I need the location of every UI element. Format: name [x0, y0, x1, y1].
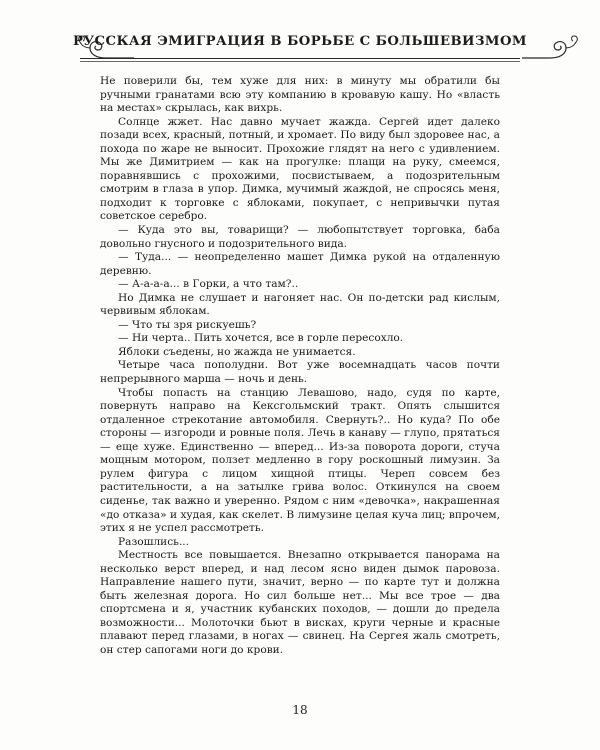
paragraph: Но Димка не слушает и нагоняет нас. Он по-детски рад кислым, червивым яблокам. — [100, 291, 500, 318]
ornament-right-icon — [520, 30, 580, 66]
header-rule-thin — [80, 61, 520, 62]
paragraph: — А-а-а-а... в Горки, а что там?.. — [118, 278, 299, 291]
paragraph: Яблоки съедены, но жажда не унимается. — [118, 345, 356, 358]
paragraph: — Куда это вы, товарищи? — любопытствует торговка, баба довольно гнусного и подозрительного вида. — [100, 224, 500, 250]
paragraph: — Ни черта.. Пить хочется, все в горле пересохло. — [118, 332, 404, 345]
paragraph: Не поверили бы, тем хуже для них: в минуту мы обратили бы ручными гранатами всю эту компанию в кровавую кашу. Но «власть на местах» скрылась, как вихрь. — [100, 75, 500, 115]
paragraph: Солнце жжет. Нас давно мучает жажда. Сергей идет далеко позади всех, красный, потный, и хромает. По виду был здоровее нас, а похода по жаре не выносит. Прохожие глядят на него с удивлением. Мы же Димитрием — как на прогулке: плащи на руку, смеемся, поравнявшись с прохожими, посвистываем, а подозрительным смотрим в глаза в упор. Димка, мучимый жаждой, не спросясь меня, подходит к торговке с яблоками, покупает, с непривычки путая советское серебро. — [100, 115, 500, 223]
body-text — [100, 75, 500, 658]
page-number: 18 — [292, 703, 308, 717]
paragraph: — Что ты зря рискуешь? — [118, 318, 257, 331]
running-header — [0, 30, 600, 70]
paragraph: — Туда... — неопределенно машет Димка рукой на отдаленную деревню. — [100, 251, 500, 277]
paragraph: Чтобы попасть на станцию Левашово, надо, судя по карте, повернуть направо на Кексгольмский тракт. Опять слышится отдаленное стрекотание автомобиля. Свернуть?.. Но куда? По обе стороны — изгороди и ровные поля. Лечь в канаву — глупо, прятаться — еще хуже. Единственно — вперед... Из-за поворота дороги, стуча мощным мотором, ползет медленно в гору роскошный лимузин. За рулем фигура с лицом хищной птицы. Череп совсем без растительности, а на затылке грива волос. Откинулся на своем сиденье, так важно и уверенно. Рядом с ним «девочка», накрашенная «до отказа» и худая, как скелет. В лимузине целая куча лиц; впрочем, этих я не успел рассмотреть. — [100, 386, 500, 535]
header-title: РУССКАЯ ЭМИГРАЦИЯ В БОРЬБЕ С БОЛЬШЕВИЗМОМ — [73, 34, 527, 49]
paragraph: Местность все повышается. Внезапно открывается панорама на несколько верст вперед, и над лесом ясно виден дымок паровоза. Направление нашего пути, значит, верно — по карте тут и должна быть железная дорога. Но сил больше нет... Мы все трое — два спортсмена и я, участник кубанских походов, — дошли до предела возможности... Молоточки бьют в висках, круги черные и красные плавают перед глазами, в ногах — свинец. На Сергея жаль смотреть, он стер сапогами ноги до крови. — [100, 549, 500, 656]
paragraph: Четыре часа пополудни. Вот уже восемнадцать часов почти непрерывного марша — ночь и день. — [100, 359, 500, 386]
header-rule — [80, 58, 520, 59]
paragraph: Разошлись... — [118, 535, 190, 548]
